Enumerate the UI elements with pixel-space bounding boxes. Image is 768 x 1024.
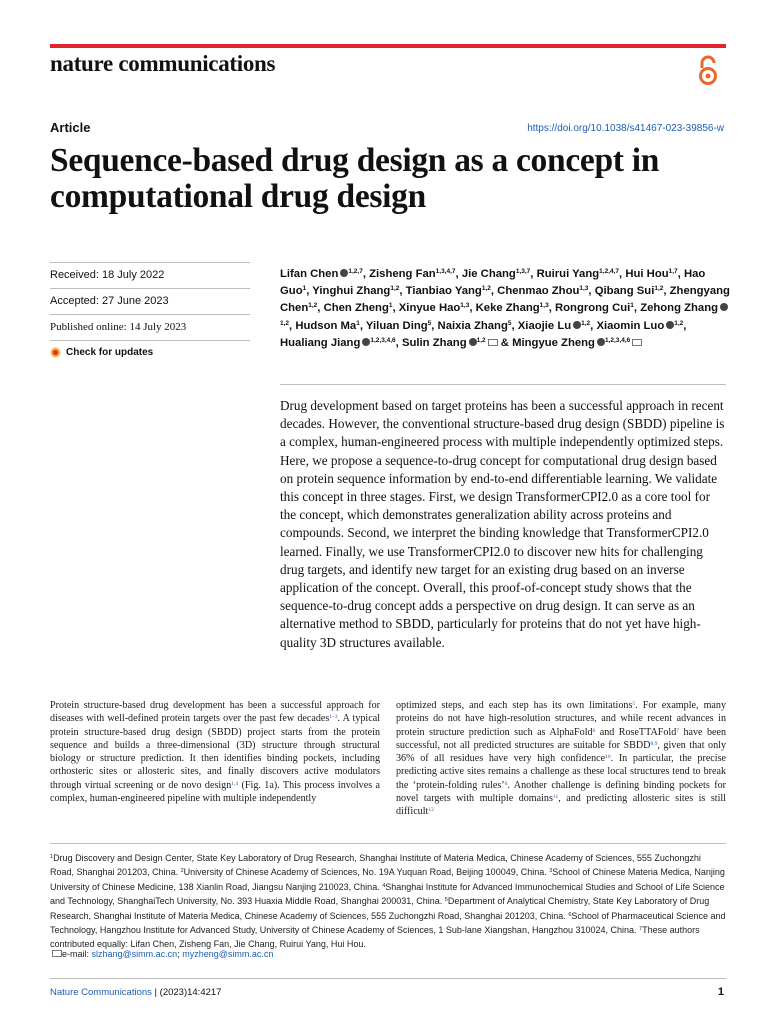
- author-affiliation-ref: 1,3,7: [515, 268, 531, 275]
- body-text: . For example, many proteins do not have high-resolution structures, and while recent advances in protein structure prediction such as AlphaFold: [396, 700, 726, 738]
- footer-journal-name[interactable]: Nature Communications: [50, 987, 152, 998]
- body-text: have been successful, not all predicted structures are suitable for SBDD: [396, 726, 726, 751]
- footer-divider: [50, 978, 726, 979]
- author-name[interactable]: Hui Hou: [625, 268, 669, 280]
- author-name[interactable]: Xinyue Hao: [398, 302, 461, 315]
- affiliation-number: 4: [382, 882, 386, 889]
- author[interactable]: [555, 302, 634, 314]
- author-joiner: &: [497, 336, 509, 349]
- email-separator: ;: [177, 949, 183, 959]
- citation-ref[interactable]: 10: [605, 754, 611, 761]
- author-affiliation-ref: 1,2: [581, 319, 591, 327]
- citation-ref[interactable]: 1–3: [329, 714, 338, 721]
- check-updates-label: Check for updates: [66, 347, 154, 358]
- author-name[interactable]: Zhengyang Chen: [280, 285, 730, 315]
- author-name[interactable]: Keke Zhang: [475, 302, 540, 315]
- author-affiliation-ref: 1,2: [280, 319, 290, 327]
- body-text: optimized steps, and each step has its own limitations: [396, 700, 633, 711]
- affiliation-text: School of Pharmaceutical Science and Technology, Hangzhou Institute for Advanced Study, University of Chinese Academy of Sciences, 1 Sub-lane Xiangshan, Hangzhou 310024, China.: [50, 910, 726, 936]
- author-affiliation-ref: 1,3,4,7: [435, 268, 456, 275]
- author[interactable]: [537, 268, 619, 280]
- author-affiliation-ref: 1,2: [476, 336, 486, 344]
- abstract: Drug development based on target proteins has been a successful approach in recent decades. However, the conventional structure-based drug design (SBDD) pipeline is a complex, human-engineered process with multiple independently optimized steps. Here, we propose a sequence-to-drug concept for computational drug design based on protein sequence information by end-to-end differentiable learning. We validate this concept in three stages. First, we design TransformerCPI2.0 as a core tool for the concept, which demonstrates generalization ability across proteins and compounds. Second, we interpret the binding knowledge that TransformerCPI2.0 learned. Finally, we use TransformerCPI2.0 to discover new hits for challenging drug targets, and identify new target for an existing drug based on an inverse application of the concept. Overall, this proof-of-concept study shows that the sequence-to-drug concept adds a perspective on drug design. It can serve as an alternative method to SBDD, particularly for proteins that do not yet have high-quality 3D structures available.: [280, 398, 725, 650]
- published-date: Published online: 14 July 2023: [50, 314, 250, 340]
- author[interactable]: [438, 320, 512, 332]
- author-affiliation-ref: 1,2: [481, 285, 491, 293]
- body-text: and RoseTTAFold: [595, 726, 677, 738]
- author[interactable]: [366, 320, 431, 332]
- page-number: 1: [717, 986, 724, 998]
- email-icon[interactable]: [632, 339, 642, 346]
- affiliation-number: 7: [639, 926, 643, 933]
- author-name[interactable]: Yinghui Zhang: [312, 285, 391, 298]
- author[interactable]: [312, 285, 399, 297]
- author-affiliation-ref: 1: [388, 302, 393, 310]
- email-line: [50, 949, 273, 959]
- author-name[interactable]: Naixia Zhang: [437, 319, 508, 332]
- email-icon[interactable]: [488, 339, 498, 346]
- affiliation-text: Department of Analytical Chemistry, State Key Laboratory of Drug Research, Shanghai Institute of Materia Medica, Chinese Academy of Sciences, 555 Zuchongzhi Road, Shanghai 201203, China.: [50, 896, 710, 921]
- received-date: Received: 18 July 2022: [50, 262, 250, 288]
- author-affiliation-ref: 1,3: [539, 302, 549, 310]
- article-dates: [50, 262, 250, 366]
- author-name[interactable]: Zisheng Fan: [369, 268, 436, 280]
- author-name[interactable]: Xiaomin Luo: [596, 319, 665, 332]
- author[interactable]: [596, 320, 683, 332]
- author[interactable]: [476, 302, 549, 314]
- orcid-icon[interactable]: [469, 338, 477, 346]
- article-type-label: Article: [50, 120, 91, 135]
- author[interactable]: [497, 285, 588, 297]
- email-link-slzhang[interactable]: slzhang@simm.ac.cn: [91, 949, 178, 959]
- citation-ref[interactable]: 11: [552, 794, 559, 801]
- author-name[interactable]: Sulin Zhang: [401, 336, 467, 349]
- check-updates-icon: [50, 347, 61, 358]
- affiliation-text: School of Chinese Materia Medica, Nanjing University of Chinese Medicine, 138 Xianlin Road, Jiangsu Nanjing 210023, China.: [50, 867, 725, 892]
- footer-volume: | (2023)14:4217: [151, 987, 222, 998]
- body-text: (Fig. 1a). This process involves a complex, human-engineered pipeline with multiple independently: [50, 779, 381, 805]
- author[interactable]: [462, 268, 530, 280]
- doi-link[interactable]: https://doi.org/10.1038/s41467-023-39856-w: [527, 123, 724, 134]
- citation-ref[interactable]: 8,9: [650, 740, 658, 747]
- journal-accent-bar: [50, 44, 726, 48]
- author[interactable]: [369, 268, 455, 280]
- author-name[interactable]: Lifan Chen: [280, 268, 339, 280]
- orcid-icon[interactable]: [597, 338, 605, 346]
- author-name[interactable]: Mingyue Zheng: [512, 336, 595, 349]
- author-affiliation-ref: 1,2,3,4,6: [370, 336, 396, 344]
- affiliation-number: 2: [180, 868, 184, 875]
- citation-ref[interactable]: 1,4: [231, 780, 239, 787]
- affiliations: [50, 851, 726, 952]
- affiliation-text: University of Chinese Academy of Sciences, No. 19A Yuquan Road, Beijing 100049, China.: [183, 867, 550, 878]
- author[interactable]: [280, 268, 363, 280]
- author-affiliation-ref: 1: [630, 302, 634, 310]
- author-name[interactable]: Xiaojie Lu: [517, 319, 572, 332]
- affiliation-text: Shanghai Institute for Advanced Immunochemical Studies and School of Life Science and Technology, ShanghaiTech University, No. 393 Huaxia Middle Road, Shanghai 200031, China.: [50, 881, 725, 907]
- author-name[interactable]: Rongrong Cui: [554, 302, 631, 315]
- orcid-icon[interactable]: [720, 303, 728, 311]
- orcid-icon[interactable]: [666, 321, 674, 329]
- body-text: . In particular, the precise predicting active sites remains a challenge as these local structures tend to break the ‘protein-folding rules’: [396, 753, 726, 791]
- orcid-icon[interactable]: [573, 321, 581, 329]
- citation-ref[interactable]: 5: [632, 701, 636, 707]
- affiliations-divider: [50, 843, 726, 844]
- author[interactable]: [518, 320, 590, 332]
- author[interactable]: [595, 285, 664, 297]
- author-affiliation-ref: 1,3: [460, 302, 470, 310]
- affiliation-number: 6: [568, 911, 572, 918]
- accepted-date: Accepted: 27 June 2023: [50, 288, 250, 314]
- author-name[interactable]: Tianbiao Yang: [405, 285, 482, 298]
- citation-ref[interactable]: 6: [504, 780, 508, 787]
- author-affiliation-ref: 5: [427, 319, 432, 327]
- affiliation-number: 3: [549, 868, 553, 875]
- author-affiliation-ref: 5: [507, 319, 512, 327]
- author-affiliation-ref: 1,2,3,4,6: [604, 336, 631, 344]
- body-text: . A typical protein structure-based drug design (SBDD) project starts from the protein sequence and builds a three-dimensional (3D) structure through structural biology or structure prediction. It then identifies binding pockets, including orthosteric sites or allosteric sites, and finally discovers active modulators through virtual screening or de novo design: [50, 713, 380, 791]
- citation-ref[interactable]: 6: [592, 727, 596, 734]
- author-name[interactable]: Hudson Ma: [295, 319, 357, 332]
- body-text: , given that only 36% of all residues have very high confidence: [396, 739, 726, 765]
- email-icon: [52, 950, 62, 957]
- author[interactable]: [402, 337, 498, 349]
- author-affiliation-ref: 1,2: [308, 302, 318, 310]
- email-label: e-mail:: [62, 949, 92, 959]
- check-for-updates-button[interactable]: [50, 341, 250, 358]
- author[interactable]: [512, 337, 642, 349]
- author[interactable]: [324, 302, 393, 314]
- author-affiliation-ref: 1,2,7: [348, 268, 363, 275]
- author-affiliation-ref: 1,2: [674, 319, 684, 327]
- author-affiliation-ref: 1,2: [654, 285, 664, 293]
- author-name[interactable]: Chen Zheng: [323, 302, 389, 315]
- author-affiliation-ref: 1,2: [390, 285, 400, 293]
- author-name[interactable]: Yiluan Ding: [365, 319, 428, 332]
- author-name[interactable]: Chenmao Zhou: [497, 285, 580, 298]
- author-name[interactable]: Ruirui Yang: [536, 268, 600, 280]
- author[interactable]: [625, 268, 677, 280]
- body-text: , and predicting allosteric sites is still difficult: [396, 793, 726, 818]
- author[interactable]: [295, 320, 360, 332]
- article-title: Sequence-based drug design as a concept in computational drug design: [50, 142, 660, 215]
- author-affiliation-ref: 1: [302, 285, 307, 293]
- author-name[interactable]: Zehong Zhang: [640, 302, 718, 315]
- affiliation-text: These authors contributed equally: Lifan Chen, Zisheng Fan, Jie Chang, Ruirui Yang, Hui Hou.: [50, 925, 700, 950]
- orcid-icon[interactable]: [362, 338, 370, 346]
- body-column-right: [396, 699, 726, 819]
- author-name[interactable]: Jie Chang: [461, 268, 516, 280]
- citation-ref[interactable]: 12: [428, 807, 434, 814]
- author-affiliation-ref: 1: [356, 319, 360, 327]
- abstract-divider: [280, 384, 726, 385]
- journal-name: nature communications: [50, 51, 276, 76]
- affiliation-number: 5: [444, 897, 448, 904]
- affiliation-text: Drug Discovery and Design Center, State Key Laboratory of Drug Research, Shanghai Institute of Materia Medica, Chinese Academy of Sciences, 555 Zuchongzhi Road, Shanghai 201203, China.: [50, 853, 701, 878]
- author-list: Lifan Chen $^{1,2,7}$, Zisheng Fan$^{1,3,4,7}$, Jie Chang$^{1,3,7}$, Ruirui Yang$^{1,2,4,7}$, Hui Hou$^{1,7}$, Hao Guo$^1$, Yinghui Zhang$^{1,2}$, Tianbiao Yang$^{1,2}$, Chenmao Zhou$^{1,3}$, Qibang Sui$^{1,2}$, Zhengyang Chen$^{1,2}$, Chen Zheng$^1$, Xinyue Hao$^{1,3}$, Keke Zhang$^{1,3}$, Rongrong Cui$^1$, Zehong Zhang$^{1,2}$, Hudson Ma$^1$, Yiluan Ding$^5$, Naixia Zhang$^5$, Xiaojie Lu $^{1,2}$, Xiaomin Luo $^{1,2}$, Hualiang Jiang $^{1,2,3,4,6}$, Sulin Zhang $^{1,2}$ & Mingyue Zheng $^{1,2,3,4,6}$: [280, 268, 730, 349]
- author-name[interactable]: Qibang Sui: [594, 285, 655, 298]
- author-name[interactable]: Hualiang Jiang: [280, 336, 361, 349]
- author-affiliation-ref: 1,3: [579, 285, 589, 293]
- author-affiliation-ref: 1,2,4,7: [599, 268, 620, 275]
- orcid-icon[interactable]: [340, 269, 348, 277]
- affiliation-number: 1: [50, 854, 54, 860]
- author[interactable]: [406, 285, 491, 297]
- body-column-left: [50, 699, 380, 805]
- body-text: . Another challenge is defining binding pockets for novel targets with multiple domains: [396, 779, 726, 805]
- author[interactable]: [399, 302, 470, 314]
- author-name[interactable]: Hao Guo: [280, 268, 706, 298]
- email-link-myzheng[interactable]: myzheng@simm.ac.cn: [182, 949, 274, 959]
- citation-ref[interactable]: 7: [676, 727, 680, 734]
- check-updates-row: [50, 340, 250, 366]
- author[interactable]: [280, 337, 396, 349]
- body-text: Protein structure-based drug development has been a successful approach for diseases with well-defined protein targets over the past few decades: [50, 700, 380, 725]
- open-access-lock-icon[interactable]: [697, 54, 719, 86]
- footer-citation: [50, 987, 221, 998]
- author-affiliation-ref: 1,7: [668, 268, 678, 275]
